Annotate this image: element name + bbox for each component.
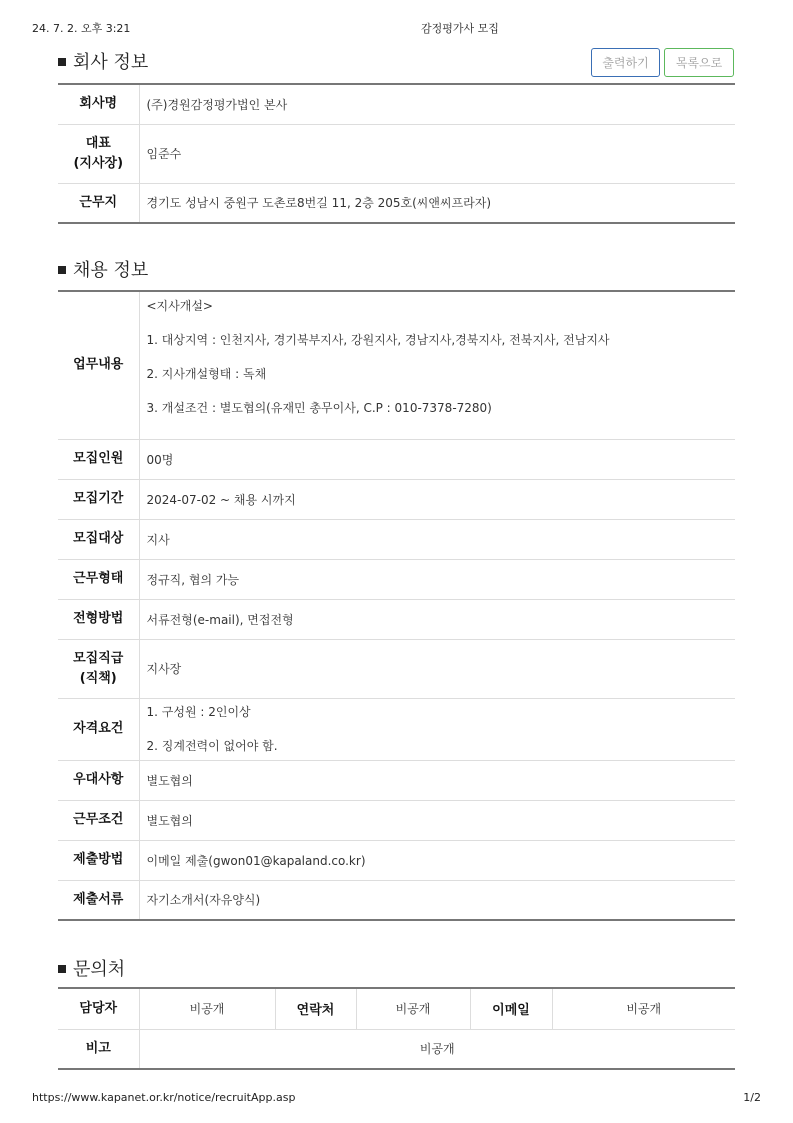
company-info-table xyxy=(58,83,735,224)
selection-value: 서류전형(e-mail), 면접전형 xyxy=(139,599,735,639)
target-value: 지사 xyxy=(139,519,735,559)
print-url: https://www.kapanet.or.kr/notice/recruitApp.asp xyxy=(32,1091,296,1104)
headcount-label: 모집인원 xyxy=(58,439,139,479)
qualifications-line: 1. 구성원 : 2인이상 xyxy=(146,704,251,719)
recruit-info-table xyxy=(58,290,735,921)
period-value: 2024-07-02 ~ 채용 시까지 xyxy=(139,479,735,519)
position-label-line2: (직책) xyxy=(79,670,117,686)
phone-value: 비공개 xyxy=(356,988,470,1029)
company-name-value: (주)경원감정평가법인 본사 xyxy=(139,84,735,124)
table-row xyxy=(58,84,735,124)
documents-label: 제출서류 xyxy=(73,891,124,907)
email-value: 비공개 xyxy=(552,988,735,1029)
table-row xyxy=(58,1029,735,1069)
table-row xyxy=(58,599,735,639)
table-row xyxy=(58,698,735,760)
duties-line: <지사개설> xyxy=(146,299,213,313)
benefits-value: 별도협의 xyxy=(139,760,735,800)
table-row xyxy=(58,183,735,223)
table-row xyxy=(58,291,735,439)
qualifications-label: 자격요건 xyxy=(58,698,139,760)
ceo-label xyxy=(58,124,139,183)
table-row xyxy=(58,880,735,920)
table-row xyxy=(58,988,735,1029)
duties-value xyxy=(139,291,735,439)
table-row xyxy=(58,760,735,800)
workplace-label: 근무지 xyxy=(79,194,118,210)
note-value: 비공개 xyxy=(139,1029,735,1069)
print-button[interactable]: 출력하기 xyxy=(591,48,660,77)
table-row xyxy=(58,479,735,519)
benefits-label: 우대사항 xyxy=(58,760,139,800)
email-label: 이메일 xyxy=(470,988,552,1029)
section-title-contact xyxy=(58,955,125,981)
ceo-value: 임준수 xyxy=(139,124,735,183)
contact-table xyxy=(58,987,735,1070)
ceo-label-line2: (지사장) xyxy=(73,155,124,171)
qualifications-line: 2. 징계전력이 없어야 함. xyxy=(146,738,278,753)
square-bullet-icon xyxy=(58,965,66,973)
section-title-contact-text: 문의처 xyxy=(73,959,126,980)
table-row xyxy=(58,800,735,840)
note-label: 비고 xyxy=(85,1040,111,1056)
target-label: 모집대상 xyxy=(58,519,139,559)
submit-method-label: 제출방법 xyxy=(58,840,139,880)
phone-label: 연락처 xyxy=(275,988,356,1029)
ceo-label-line1: 대표 xyxy=(85,135,111,151)
duties-line: 1. 대상지역 : 인천지사, 경기북부지사, 강원지사, 경남지사,경북지사, 전북지사, 전남지사 xyxy=(146,333,610,347)
table-row xyxy=(58,559,735,599)
headcount-value: 00명 xyxy=(139,439,735,479)
square-bullet-icon xyxy=(58,266,66,274)
duties-line: 2. 지사개설형태 : 독채 xyxy=(146,367,267,381)
qualifications-value xyxy=(139,698,735,760)
print-page-title: 감정평가사 모집 xyxy=(421,22,499,35)
table-row xyxy=(58,439,735,479)
duties-label: 업무내용 xyxy=(58,291,139,439)
conditions-label: 근무조건 xyxy=(58,800,139,840)
position-value: 지사장 xyxy=(139,639,735,698)
documents-value: 자기소개서(자유양식) xyxy=(139,880,735,920)
conditions-value: 별도협의 xyxy=(139,800,735,840)
section-title-recruit-text: 채용 정보 xyxy=(73,260,149,281)
company-name-label: 회사명 xyxy=(58,84,139,124)
selection-label: 전형방법 xyxy=(58,599,139,639)
period-label: 모집기간 xyxy=(58,479,139,519)
table-row xyxy=(58,840,735,880)
section-title-recruit xyxy=(58,256,148,282)
employment-type-label: 근무형태 xyxy=(58,559,139,599)
table-row xyxy=(58,124,735,183)
workplace-value: 경기도 성남시 중원구 도촌로8번길 11, 2층 205호(씨앤씨프라자) xyxy=(139,183,735,223)
list-button[interactable]: 목록으로 xyxy=(664,48,734,77)
submit-method-value: 이메일 제출(gwon01@kapaland.co.kr) xyxy=(139,840,735,880)
table-row xyxy=(58,639,735,698)
square-bullet-icon xyxy=(58,58,66,66)
position-label-line1: 모집직급 xyxy=(73,650,124,666)
page-number: 1/2 xyxy=(743,1091,761,1104)
position-label xyxy=(58,639,139,698)
print-datetime: 24. 7. 2. 오후 3:21 xyxy=(32,22,131,35)
section-title-company xyxy=(58,48,148,74)
employment-type-value: 정규직, 협의 가능 xyxy=(139,559,735,599)
manager-value: 비공개 xyxy=(139,988,275,1029)
table-row xyxy=(58,519,735,559)
manager-label: 담당자 xyxy=(58,988,139,1029)
duties-line: 3. 개설조건 : 별도협의(유재민 총무이사, C.P : 010-7378-7280) xyxy=(146,401,492,415)
section-title-company-text: 회사 정보 xyxy=(73,52,149,73)
